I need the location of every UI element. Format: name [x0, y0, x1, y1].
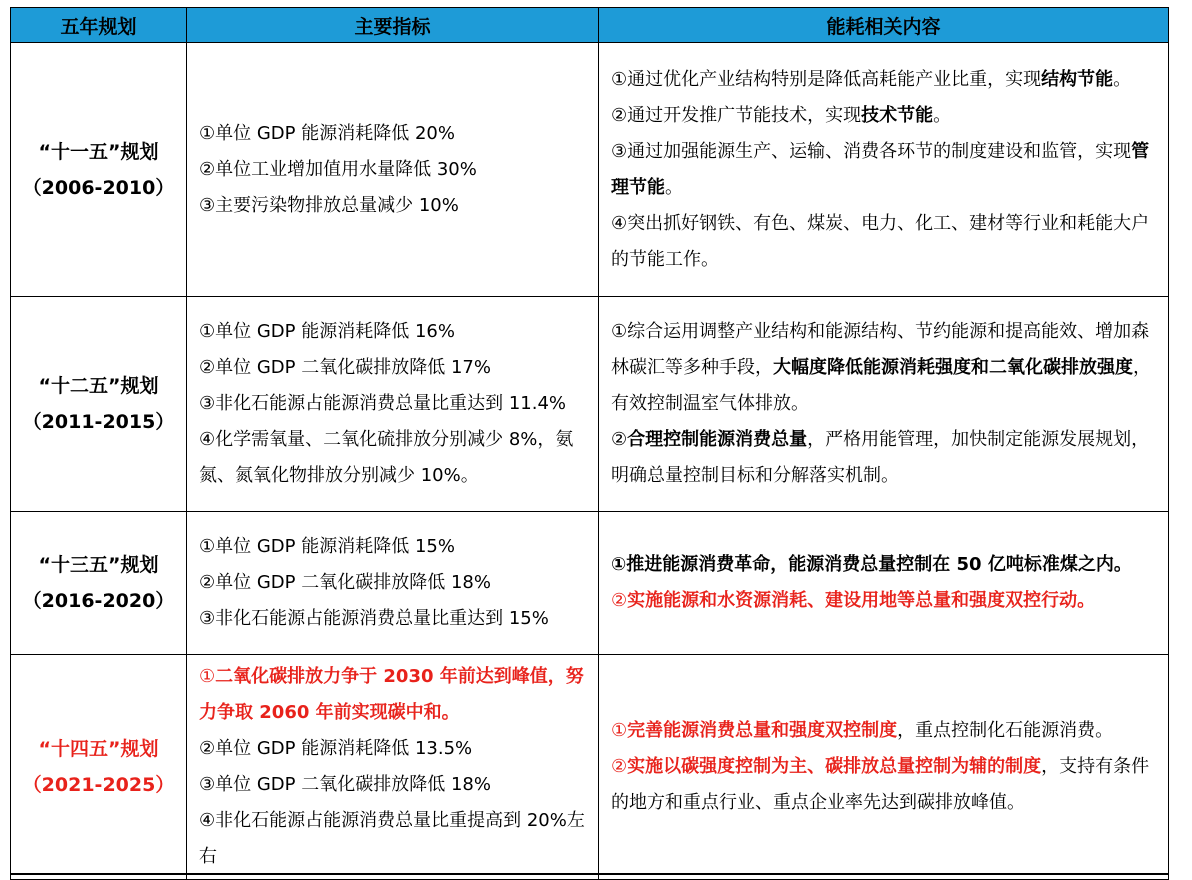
- indicator-item: ①二氧化碳排放力争于 2030 年前达到峰值，努力争取 2060 年前实现碳中和。: [199, 666, 584, 723]
- plan-cell: [11, 43, 187, 297]
- content-item: ①推进能源消费革命，能源消费总量控制在 50 亿吨标准煤之内。: [611, 554, 1132, 575]
- plan-name: “十二五”规划: [38, 375, 159, 397]
- indicator-item: ③非化石能源占能源消费总量比重达到 15%: [199, 608, 549, 629]
- content-item: ②实施能源和水资源消耗、建设用地等总量和强度双控行动。: [611, 590, 1096, 611]
- indicator-item: ③主要污染物排放总量减少 10%: [199, 194, 459, 216]
- indicator-item: ②单位工业增加值用水量降低 30%: [199, 158, 477, 180]
- table-row: [11, 655, 1169, 880]
- bottom-rule: [10, 873, 1168, 875]
- plan-cell: [11, 655, 187, 880]
- plan-name: “十一五”规划: [38, 140, 159, 163]
- plan-cell: [11, 512, 187, 655]
- indicator-item: ④化学需氧量、二氧化硫排放分别减少 8%，氨氮、氮氧化物排放分别减少 10%。: [199, 429, 574, 486]
- indicator-item: ②单位 GDP 二氧化碳排放降低 18%: [199, 572, 491, 593]
- red-bold-phrase: 完善能源消费总量和强度双控制度: [627, 720, 898, 741]
- header-row: [11, 8, 1169, 43]
- bold-phrase: 技术节能: [861, 104, 934, 126]
- content-cell: [599, 512, 1169, 655]
- indicator-item: ①单位 GDP 能源消耗降低 15%: [199, 536, 455, 557]
- header-energy-content: 能耗相关内容: [599, 8, 1169, 43]
- table-row: [11, 43, 1169, 297]
- plan-years: （2011-2015）: [22, 411, 175, 433]
- indicators-cell: [187, 512, 599, 655]
- content-cell: [599, 43, 1169, 297]
- top-edge: [0, 0, 1192, 3]
- indicator-item: ②单位 GDP 二氧化碳排放降低 17%: [199, 357, 491, 378]
- bold-phrase: 合理控制能源消费总量: [627, 429, 808, 450]
- plan-years: （2016-2020）: [22, 590, 175, 612]
- indicator-item: ③非化石能源占能源消费总量比重达到 11.4%: [199, 393, 567, 414]
- indicators-cell: [187, 655, 599, 880]
- content-cell: [599, 297, 1169, 512]
- plan-cell: [11, 297, 187, 512]
- content-item: ①综合运用调整产业结构和能源结构、节约能源和提高能效、增加森林碳汇等多种手段，大幅度降低能源消耗强度和二氧化碳排放强度，有效控制温室气体排放。: [611, 321, 1151, 414]
- indicator-item: ③单位 GDP 二氧化碳排放降低 18%: [199, 774, 491, 795]
- indicator-item: ①单位 GDP 能源消耗降低 20%: [199, 122, 455, 144]
- bold-phrase: 管理节能: [611, 140, 1150, 198]
- header-indicators: 主要指标: [187, 8, 599, 43]
- indicators-cell: [187, 297, 599, 512]
- content-item: ②合理控制能源消费总量，严格用能管理，加快制定能源发展规划，明确总量控制目标和分解落实机制。: [611, 429, 1150, 486]
- plan-years: （2021-2025）: [22, 774, 175, 796]
- header-plan: 五年规划: [11, 8, 187, 43]
- indicator-item: ①单位 GDP 能源消耗降低 16%: [199, 321, 455, 342]
- table-row: [11, 297, 1169, 512]
- plan-name: “十三五”规划: [38, 554, 159, 576]
- red-bold-phrase: 二氧化碳排放力争于 2030 年前达到峰值，努力争取 2060 年前实现碳中和。: [199, 666, 584, 723]
- content-item: ①通过优化产业结构特别是降低高耗能产业比重，实现结构节能。: [611, 68, 1132, 90]
- red-bold-phrase: 实施能源和水资源消耗、建设用地等总量和强度双控行动。: [627, 590, 1096, 611]
- bold-phrase: 大幅度降低能源消耗强度和二氧化碳排放强度: [773, 357, 1133, 378]
- content-item: ②实施以碳强度控制为主、碳排放总量控制为辅的制度，支持有条件的地方和重点行业、重点企业率先达到碳排放峰值。: [611, 756, 1150, 813]
- content-cell: [599, 655, 1169, 880]
- content-item: ③通过加强能源生产、运输、消费各环节的制度建设和监管，实现管理节能。: [611, 140, 1150, 198]
- indicators-cell: [187, 43, 599, 297]
- content-item: ①完善能源消费总量和强度双控制度，重点控制化石能源消费。: [611, 720, 1114, 741]
- content-item: ④突出抓好钢铁、有色、煤炭、电力、化工、建材等行业和耗能大户的节能工作。: [611, 212, 1150, 270]
- bold-phrase: 结构节能: [1041, 68, 1114, 90]
- red-bold-phrase: 实施以碳强度控制为主、碳排放总量控制为辅的制度: [627, 756, 1042, 777]
- plan-name: “十四五”规划: [38, 738, 159, 760]
- indicator-item: ④非化石能源占能源消费总量比重提高到 20%左右: [199, 810, 585, 867]
- indicator-item: ②单位 GDP 能源消耗降低 13.5%: [199, 738, 473, 759]
- five-year-plan-table: [10, 7, 1169, 880]
- plan-years: （2006-2010）: [22, 176, 175, 199]
- table-row: [11, 512, 1169, 655]
- content-item: ②通过开发推广节能技术，实现技术节能。: [611, 104, 952, 126]
